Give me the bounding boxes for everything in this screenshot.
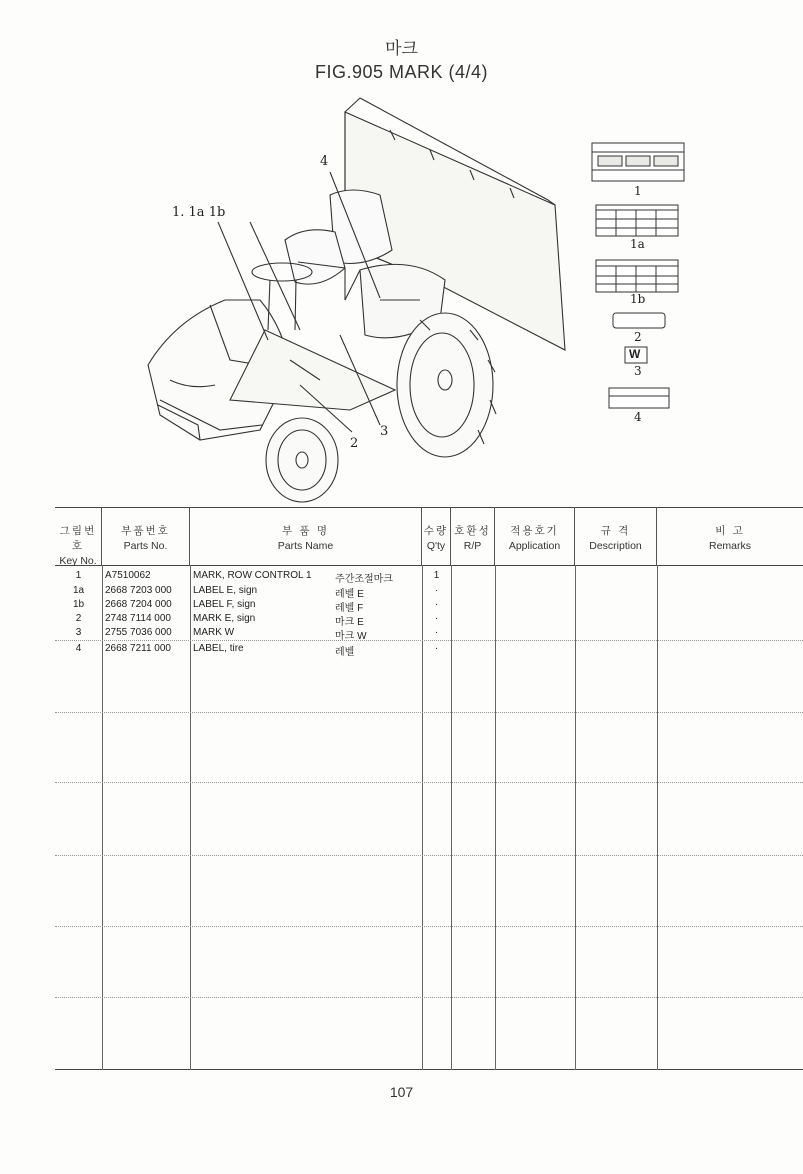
callout-3: 3 [380, 424, 389, 439]
cell-name: LABEL F, sign [193, 599, 256, 610]
cell-name: MARK E, sign [193, 613, 256, 624]
page-title-korean: 마크 [385, 39, 418, 59]
cell-part-no: 2668 7203 000 [105, 585, 172, 596]
header-description: 규 격 Description [575, 507, 657, 565]
cell-key: 1 [75, 570, 82, 581]
row-separator [55, 640, 803, 641]
header-application: 적용호기 Application [495, 507, 575, 565]
page-number: 107 [389, 1084, 414, 1100]
parts-table [55, 507, 803, 1070]
header-key: 그림번호 Key No. [55, 507, 102, 565]
cell-name-ko: 레벨 E [335, 589, 364, 600]
cell-part-no: 2755 7036 000 [105, 627, 172, 638]
table-header-rule [55, 565, 803, 566]
cell-key: 1a [72, 585, 85, 596]
header-qty: 수량 Q'ty [422, 507, 451, 565]
callout-4: 4 [320, 154, 329, 169]
row-separator [55, 926, 803, 927]
cell-key: 3 [75, 627, 82, 638]
header-parts-name: 부 품 명 Parts Name [190, 507, 422, 565]
cell-qty: · [434, 627, 439, 638]
header-remarks: 비 고 Remarks [708, 525, 751, 552]
cell-part-no: 2668 7211 000 [105, 643, 171, 654]
cell-part-no: A7510062 [105, 570, 151, 581]
cell-name: LABEL E, sign [193, 585, 258, 596]
row-separator [55, 997, 803, 998]
label-2-caption: 2 [634, 330, 642, 344]
cell-qty: · [434, 599, 439, 610]
tractor-illustration [0, 0, 803, 505]
label-3-caption: 3 [634, 364, 642, 378]
cell-key: 2 [75, 613, 82, 624]
label-4-caption: 4 [634, 410, 642, 424]
cell-name-ko: 마크 W [335, 631, 367, 642]
cell-name-ko: 레벨 F [335, 603, 364, 614]
cell-part-no: 2748 7114 000 [105, 613, 171, 624]
label-1-caption: 1 [634, 184, 642, 198]
cell-name-ko: 주간조절마크 [335, 574, 393, 585]
cell-qty: 1 [433, 570, 440, 581]
table-bottom-rule [55, 1069, 803, 1070]
cell-qty: · [434, 643, 439, 654]
row-separator [55, 855, 803, 856]
cell-name: MARK, ROW CONTROL 1 [193, 570, 312, 581]
cell-name-ko: 레벨 [335, 647, 355, 658]
cell-key: 1b [72, 599, 85, 610]
label-1a-caption: 1a [630, 237, 645, 251]
cell-name: LABEL, tire [193, 643, 244, 654]
label-1b-caption: 1b [630, 292, 646, 306]
cell-key: 4 [75, 643, 82, 654]
row-separator [55, 782, 803, 783]
cell-name: MARK W [193, 627, 235, 638]
page-title: FIG.905 MARK (4/4) [314, 62, 489, 82]
header-parts-no: 부품번호 Parts No. [102, 507, 190, 565]
callout-1-1a-1b: 1. 1a 1b [172, 205, 226, 220]
callout-2: 2 [350, 436, 359, 451]
cell-qty: · [434, 585, 439, 596]
cell-name-ko: 마크 E [335, 617, 364, 628]
header-rp: 호환성 R/P [451, 507, 495, 565]
cell-part-no: 2668 7204 000 [105, 599, 172, 610]
mark-w-glyph: W [629, 347, 641, 361]
cell-qty: · [434, 613, 439, 624]
row-separator [55, 712, 803, 713]
